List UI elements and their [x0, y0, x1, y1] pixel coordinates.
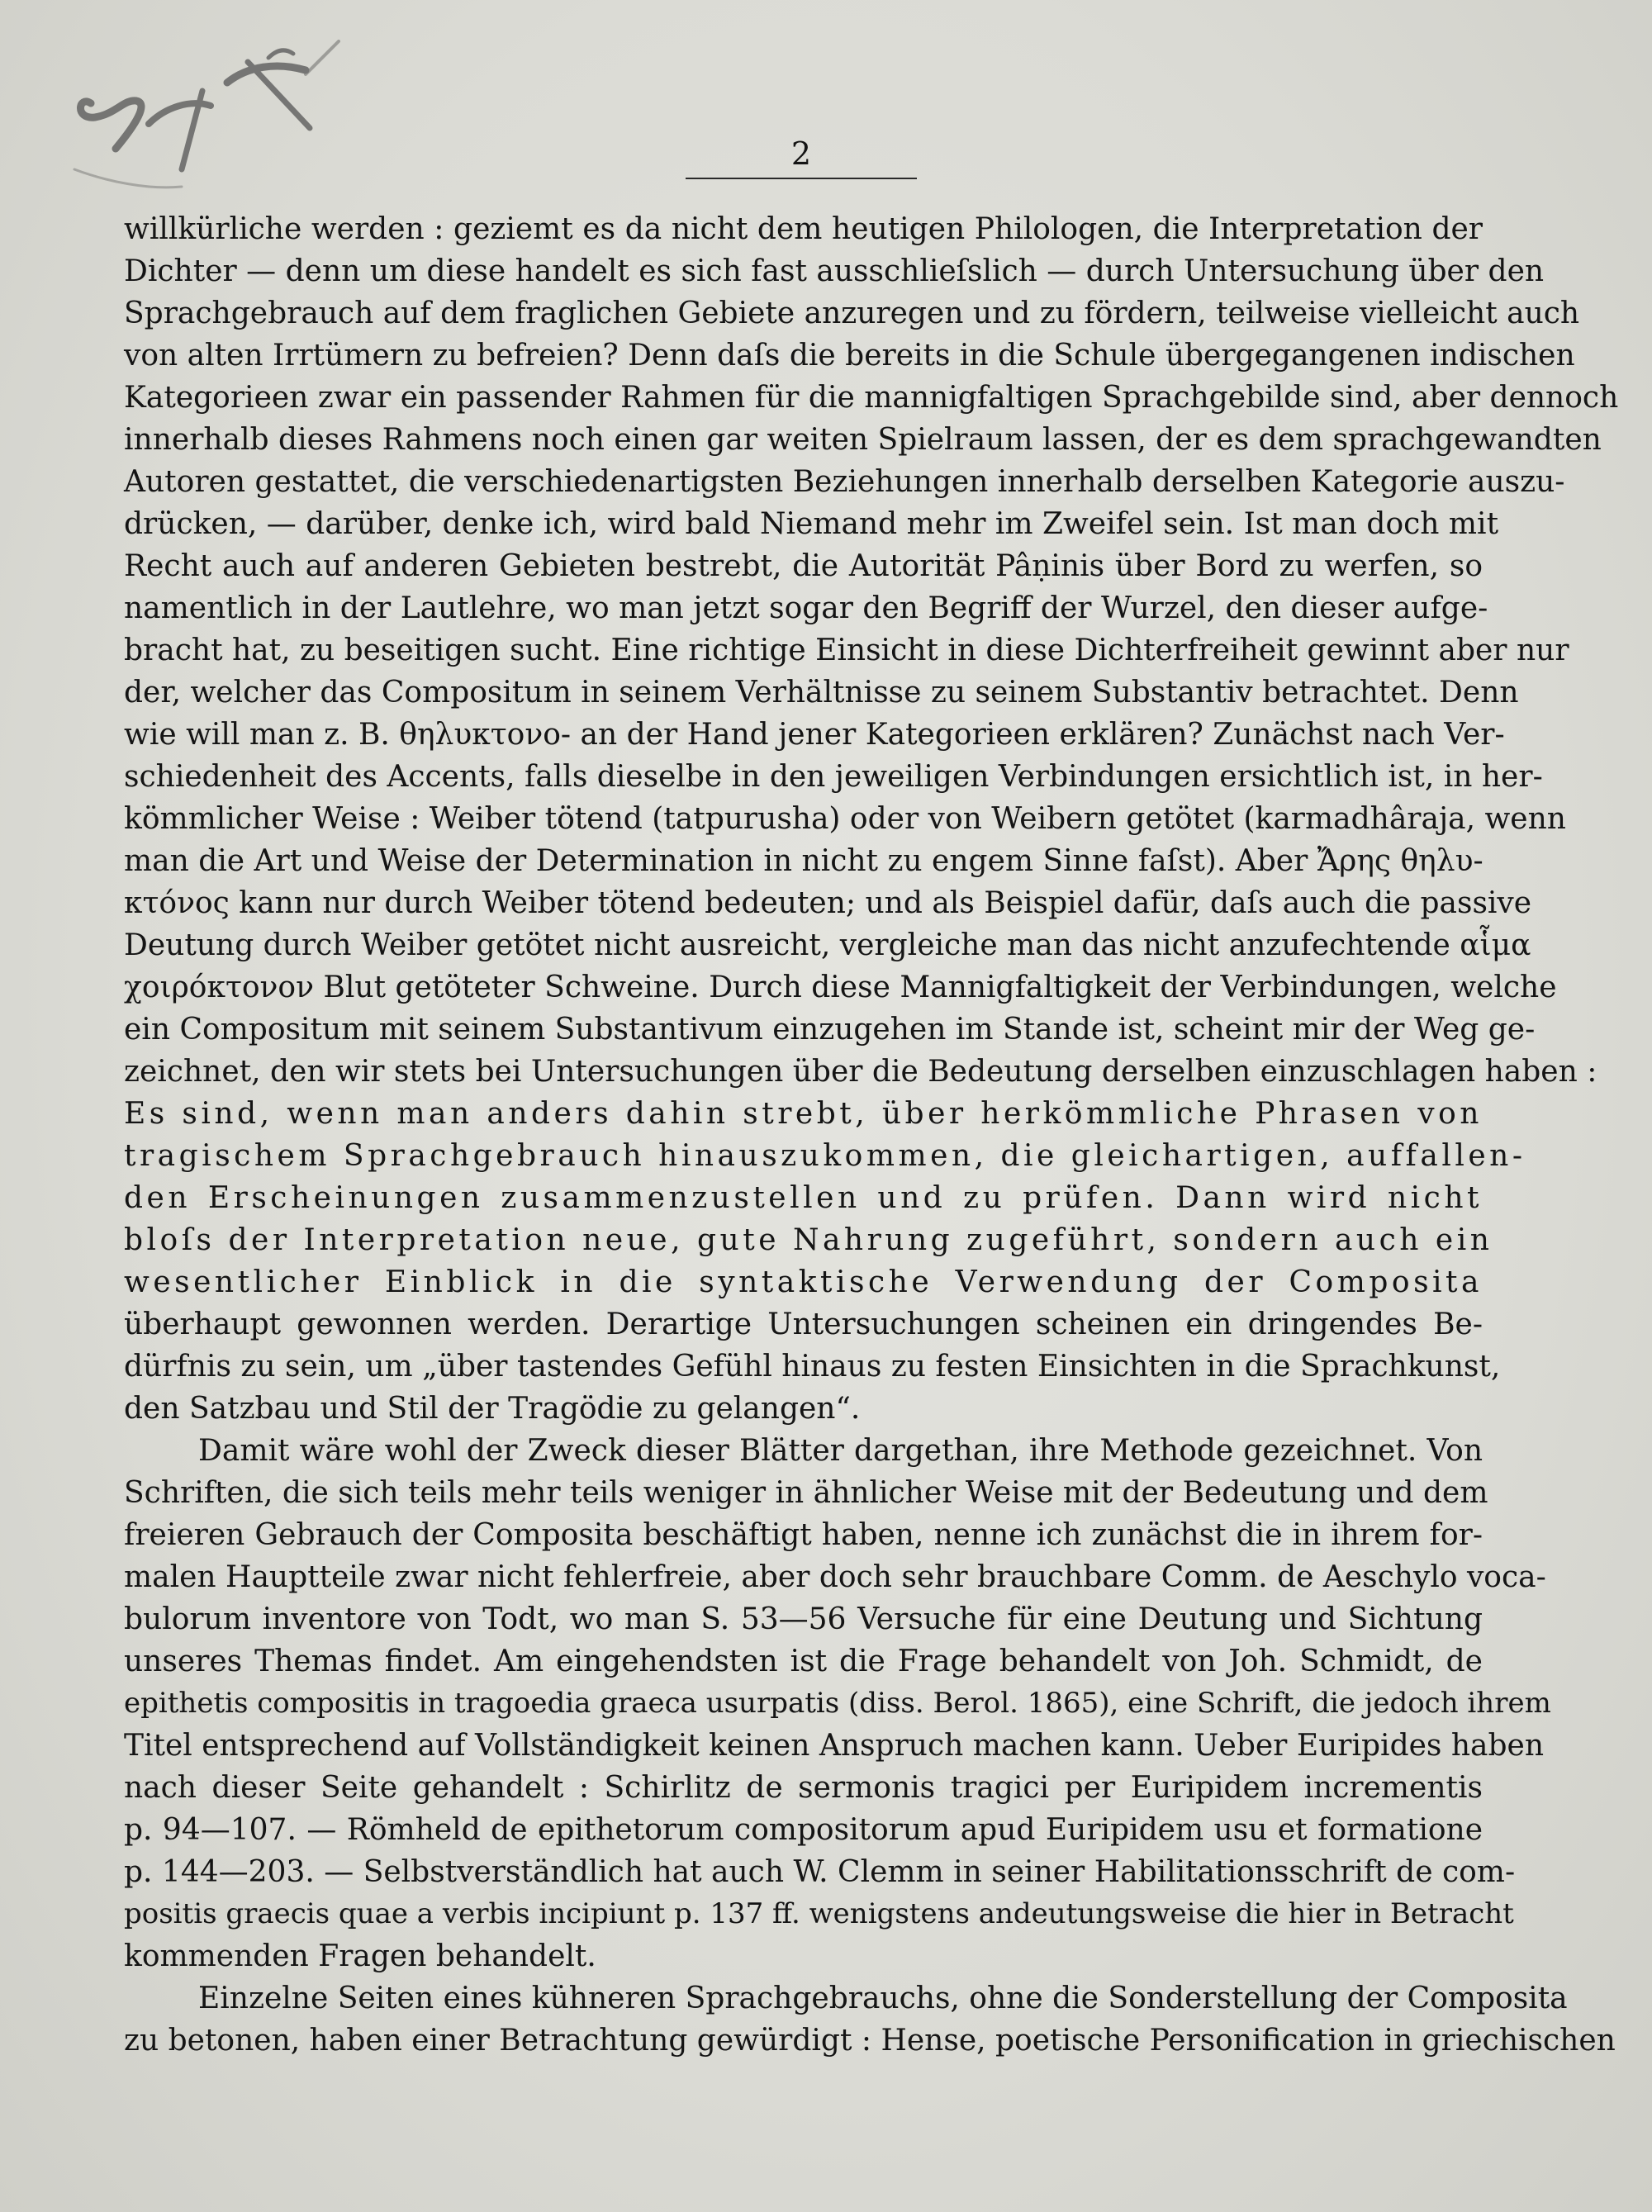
text-line: nach dieser Seite gehandelt : Schirlitz de sermonis tragici per Euripidem incrementis	[124, 1771, 1483, 1805]
text-line: Sprachgebrauch auf dem fraglichen Gebiete anzuregen und zu fördern, teilweise vielleicht auch	[124, 297, 1580, 330]
text-line: den Satzbau und Stil der Tragödie zu gelangen“.	[124, 1392, 861, 1426]
text-line: freieren Gebrauch der Composita beschäftigt haben, nenne ich zunächst die in ihrem for-	[124, 1518, 1483, 1552]
text-line-spaced: den Erscheinungen zusammenzustellen und zu prüfen. Dann wird nicht	[124, 1181, 1483, 1215]
text-line: Deutung durch Weiber getötet nicht ausreicht, vergleiche man das nicht anzufechtende αἷμα	[124, 928, 1531, 962]
text-line-spaced: wesentlicher Einblick in die syntaktische Verwendung der Composita	[124, 1265, 1483, 1299]
text-line: man die Art und Weise der Determination in nicht zu engem Sinne faſst). Aber Ἄρης θηλυ-	[124, 844, 1483, 878]
text-line: drücken, — darüber, denke ich, wird bald Niemand mehr im Zweifel sein. Ist man doch mit	[124, 507, 1499, 541]
text-line: Autoren gestattet, die verschiedenartigsten Beziehungen innerhalb derselben Kategorie auszu-	[124, 465, 1565, 499]
text-line: von alten Irrtümern zu befreien? Denn daſs die bereits in die Schule übergegangenen indischen	[124, 339, 1575, 373]
text-line-spaced: bloſs der Interpretation neue, gute Nahrung zugeführt, sondern auch ein	[124, 1223, 1493, 1257]
text-line: Recht auch auf anderen Gebieten bestrebt, die Autorität Pâṇinis über Bord zu werfen, so	[124, 549, 1483, 583]
text-line: Einzelne Seiten eines kühneren Sprachgebrauchs, ohne die Sonderstellung der Composita	[198, 1982, 1568, 2015]
text-line: wie will man z. B. θηλυκτονο- an der Hand jener Kategorieen erklären? Zunächst nach Ver-	[124, 718, 1505, 752]
text-line: kommenden Fragen behandelt.	[124, 1939, 596, 1973]
text-line: namentlich in der Lautlehre, wo man jetzt sogar den Begriff der Wurzel, den dieser aufge-	[124, 591, 1488, 625]
text-line: χοιρόκτονον Blut getöteter Schweine. Durch diese Mannigfaltigkeit der Verbindungen, welche	[124, 971, 1557, 1004]
text-line: dürfnis zu sein, um „über tastendes Gefühl hinaus zu festen Einsichten in die Sprachkunst,	[124, 1350, 1501, 1384]
text-line: der, welcher das Compositum in seinem Verhältnisse zu seinem Substantiv betrachtet. Denn	[124, 676, 1519, 710]
text-line: ein Compositum mit seinem Substantivum einzugehen im Stande ist, scheint mir der Weg ge-	[124, 1013, 1536, 1047]
text-line: p. 94—107. — Römheld de epithetorum compositorum apud Euripidem usu et formatione	[124, 1813, 1483, 1847]
text-line: zeichnet, den wir stets bei Untersuchungen über die Bedeutung derselben einzuschlagen haben :	[124, 1055, 1597, 1089]
page-number: 2	[790, 135, 812, 172]
text-line: malen Hauptteile zwar nicht fehlerfreie, aber doch sehr brauchbare Comm. de Aeschylo voca-	[124, 1560, 1546, 1594]
text-line: bulorum inventore von Todt, wo man S. 53—56 Versuche für eine Deutung und Sichtung	[124, 1602, 1483, 1636]
text-line: überhaupt gewonnen werden. Derartige Untersuchungen scheinen ein dringendes Be-	[124, 1308, 1483, 1341]
text-line: unseres Themas findet. Am eingehendsten ist die Frage behandelt von Joh. Schmidt, de	[124, 1645, 1483, 1678]
text-line: innerhalb dieses Rahmens noch einen gar weiten Spielraum lassen, der es dem sprachgewandten	[124, 423, 1602, 457]
text-line: schiedenheit des Accents, falls dieselbe in den jeweiligen Verbindungen ersichtlich ist, in her-	[124, 760, 1543, 794]
text-line: Dichter — denn um diese handelt es sich fast ausschlieſslich — durch Untersuchung über den	[124, 254, 1545, 288]
page-number-rule	[686, 178, 917, 179]
handwritten-mark-icon	[58, 25, 487, 215]
text-line: Schriften, die sich teils mehr teils weniger in ähnlicher Weise mit der Bedeutung und dem	[124, 1476, 1488, 1510]
text-line: Kategorieen zwar ein passender Rahmen für die mannigfaltigen Sprachgebilde sind, aber dennoch	[124, 381, 1619, 415]
text-line-spaced: Es sind, wenn man anders dahin strebt, über herkömmliche Phrasen von	[124, 1097, 1483, 1131]
text-line: p. 144—203. — Selbstverständlich hat auch W. Clemm in seiner Habilitationsschrift de com-	[124, 1855, 1516, 1889]
text-line: willkürliche werden : geziemt es da nicht dem heutigen Philologen, die Interpretation der	[124, 212, 1483, 246]
text-line: bracht hat, zu beseitigen sucht. Eine richtige Einsicht in diese Dichterfreiheit gewinnt aber nur	[124, 634, 1569, 667]
text-line: κτόνος kann nur durch Weiber tötend bedeuten; und als Beispiel dafür, daſs auch die passive	[124, 886, 1532, 920]
text-line: kömmlicher Weise : Weiber tötend (tatpurusha) oder von Weibern getötet (karmadhâraja, wenn	[124, 802, 1566, 836]
text-line-spaced: tragischem Sprachgebrauch hinauszukommen, die gleichartigen, auffallen-	[124, 1139, 1526, 1173]
text-line: Damit wäre wohl der Zweck dieser Blätter dargethan, ihre Methode gezeichnet. Von	[198, 1434, 1483, 1468]
body-text	[124, 208, 1619, 2062]
text-line: Titel entsprechend auf Vollständigkeit keinen Anspruch machen kann. Ueber Euripides haben	[124, 1729, 1545, 1763]
text-line: positis graecis quae a verbis incipiunt p. 137 ff. wenigstens andeutungsweise die hier in Betracht	[124, 1897, 1514, 1930]
text-line: epithetis compositis in tragoedia graeca usurpatis (diss. Berol. 1865), eine Schrift, die jedoch ihrem	[124, 1687, 1551, 1720]
text-line: zu betonen, haben einer Betrachtung gewürdigt : Hense, poetische Personification in griechischen	[124, 2024, 1616, 2058]
